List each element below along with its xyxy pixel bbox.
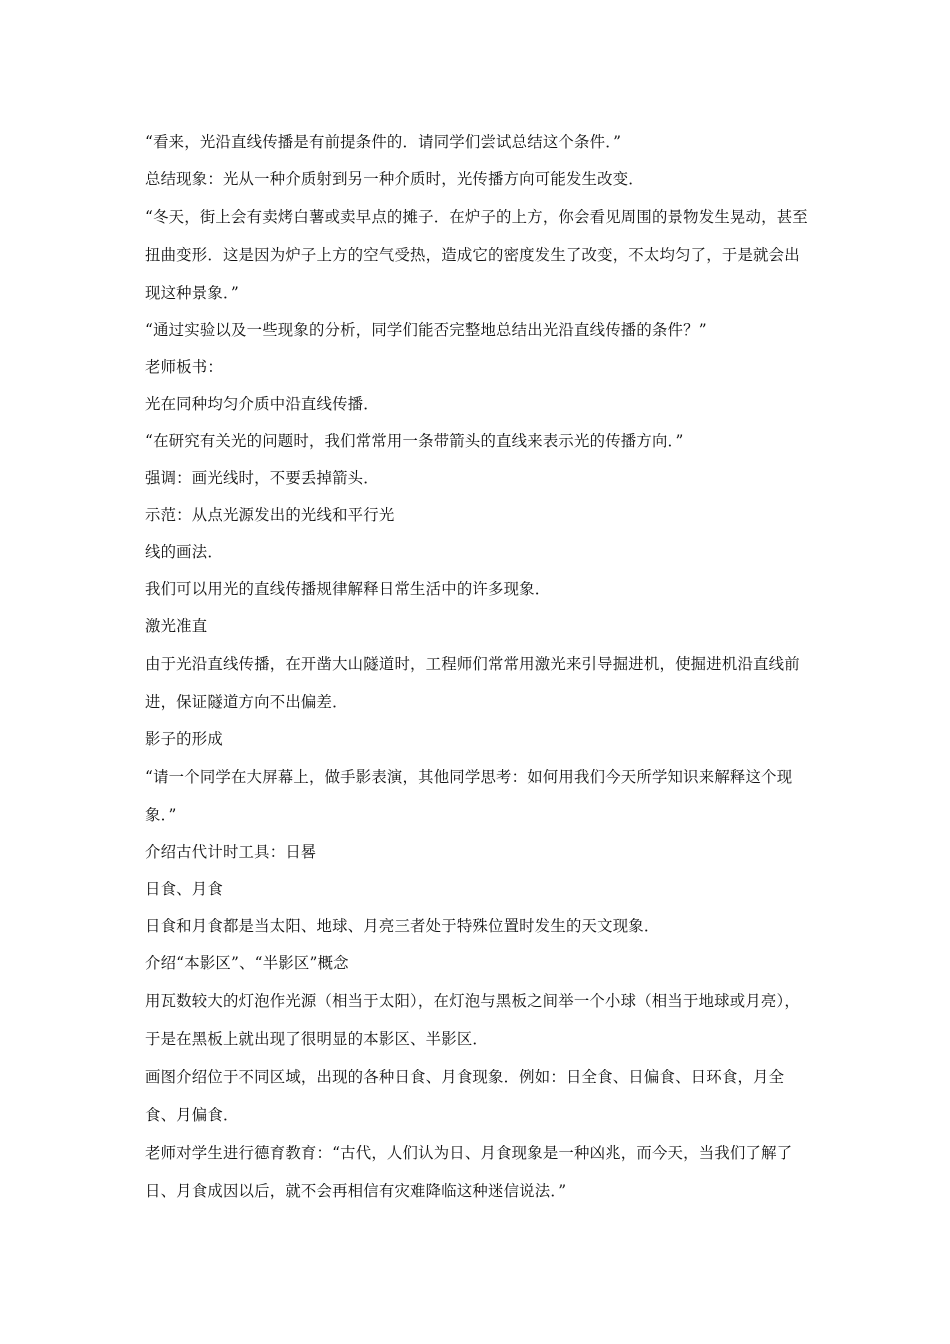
- paragraph: 画图介绍位于不同区域，出现的各种日食、月食现象．例如：日全食、日偏食、日环食，月全食、月偏食．: [145, 1068, 785, 1124]
- paragraph: 介绍古代计时工具：日晷: [145, 843, 317, 861]
- paragraph: 日食和月食都是当太阳、地球、月亮三者处于特殊位置时发生的天文现象．: [145, 917, 660, 935]
- paragraph: 由于光沿直线传播，在开凿大山隧道时，工程师们常常用激光来引导掘进机，使掘进机沿直线前进，保证隧道方向不出偏差．: [145, 655, 800, 711]
- section-heading: 日食、月食: [145, 880, 223, 898]
- paragraph: 我们可以用光的直线传播规律解释日常生活中的许多现象．: [145, 580, 551, 598]
- paragraph: 老师对学生进行德育教育：“古代，人们认为日、月食现象是一种凶兆，而今天，当我们了解了日、月食成因以后，就不会再相信有灾难降临这种迷信说法．”: [145, 1144, 793, 1200]
- paragraph: “在研究有关光的问题时，我们常常用一条带箭头的直线来表示光的传播方向．”: [145, 432, 684, 450]
- paragraph: 介绍“本影区”、“半影区”概念: [145, 954, 349, 972]
- paragraph: 老师板书：: [145, 358, 223, 376]
- paragraph: 用瓦数较大的灯泡作光源（相当于太阳），在灯泡与黑板之间举一个小球（相当于地球或月亮），于是在黑板上就出现了很明显的本影区、半影区．: [145, 992, 800, 1048]
- paragraph: 光在同种均匀介质中沿直线传播．: [145, 395, 379, 413]
- paragraph: 示范：从点光源发出的光线和平行光: [145, 506, 395, 524]
- paragraph: “通过实验以及一些现象的分析，同学们能否完整地总结出光沿直线传播的条件？”: [145, 321, 707, 339]
- paragraph: “请一个同学在大屏幕上，做手影表演，其他同学思考：如何用我们今天所学知识来解释这个现象．”: [145, 768, 793, 824]
- section-heading: 激光准直: [145, 617, 208, 635]
- paragraph: 总结现象：光从一种介质射到另一种介质时，光传播方向可能发生改变．: [145, 170, 644, 188]
- section-heading: 影子的形成: [145, 730, 223, 748]
- document-body: [145, 124, 810, 1210]
- paragraph: “冬天，街上会有卖烤白薯或卖早点的摊子．在炉子的上方，你会看见周围的景物发生晃动，甚至扭曲变形．这是因为炉子上方的空气受热，造成它的密度发生了改变，不太均匀了，于是就会出现这种景象．”: [145, 208, 808, 302]
- paragraph: 线的画法．: [145, 543, 223, 561]
- paragraph: “看来，光沿直线传播是有前提条件的．请同学们尝试总结这个条件．”: [145, 133, 622, 151]
- paragraph: 强调：画光线时，不要丢掉箭头．: [145, 469, 379, 487]
